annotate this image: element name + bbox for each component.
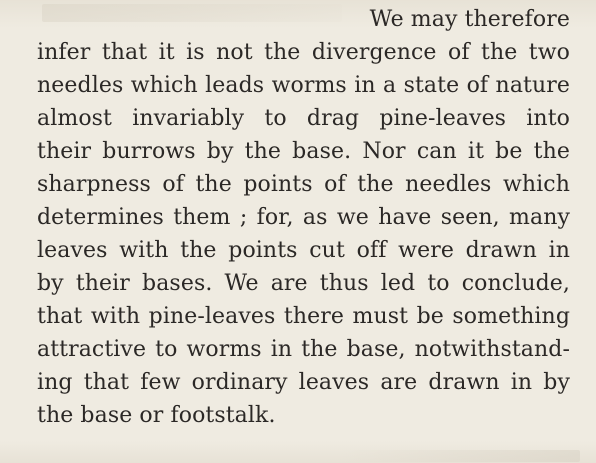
text-line: sharpness of the points of the needles which — [37, 172, 570, 197]
text-line: their burrows by the base. Nor can it be the — [37, 139, 570, 164]
text-line: almost invariably to drag pine-leaves into — [37, 106, 570, 131]
faded-text-region — [340, 450, 580, 462]
paragraph — [37, 3, 570, 432]
text-line: by their bases. We are thus led to conclude, — [37, 271, 570, 296]
text-line: the base or footstalk. — [37, 403, 276, 428]
text-line: We may therefore — [369, 7, 570, 32]
text-line: leaves with the points cut off were drawn in — [37, 238, 570, 263]
text-line: that with pine-leaves there must be something — [37, 304, 570, 329]
text-line: attractive to worms in the base, notwithstand- — [37, 337, 570, 362]
text-line: infer that it is not the divergence of the two — [37, 40, 570, 65]
text-line: ing that few ordinary leaves are drawn in by — [37, 370, 570, 395]
text-line: needles which leads worms in a state of nature — [37, 73, 570, 98]
text-line: determines them ; for, as we have seen, many — [37, 205, 570, 230]
